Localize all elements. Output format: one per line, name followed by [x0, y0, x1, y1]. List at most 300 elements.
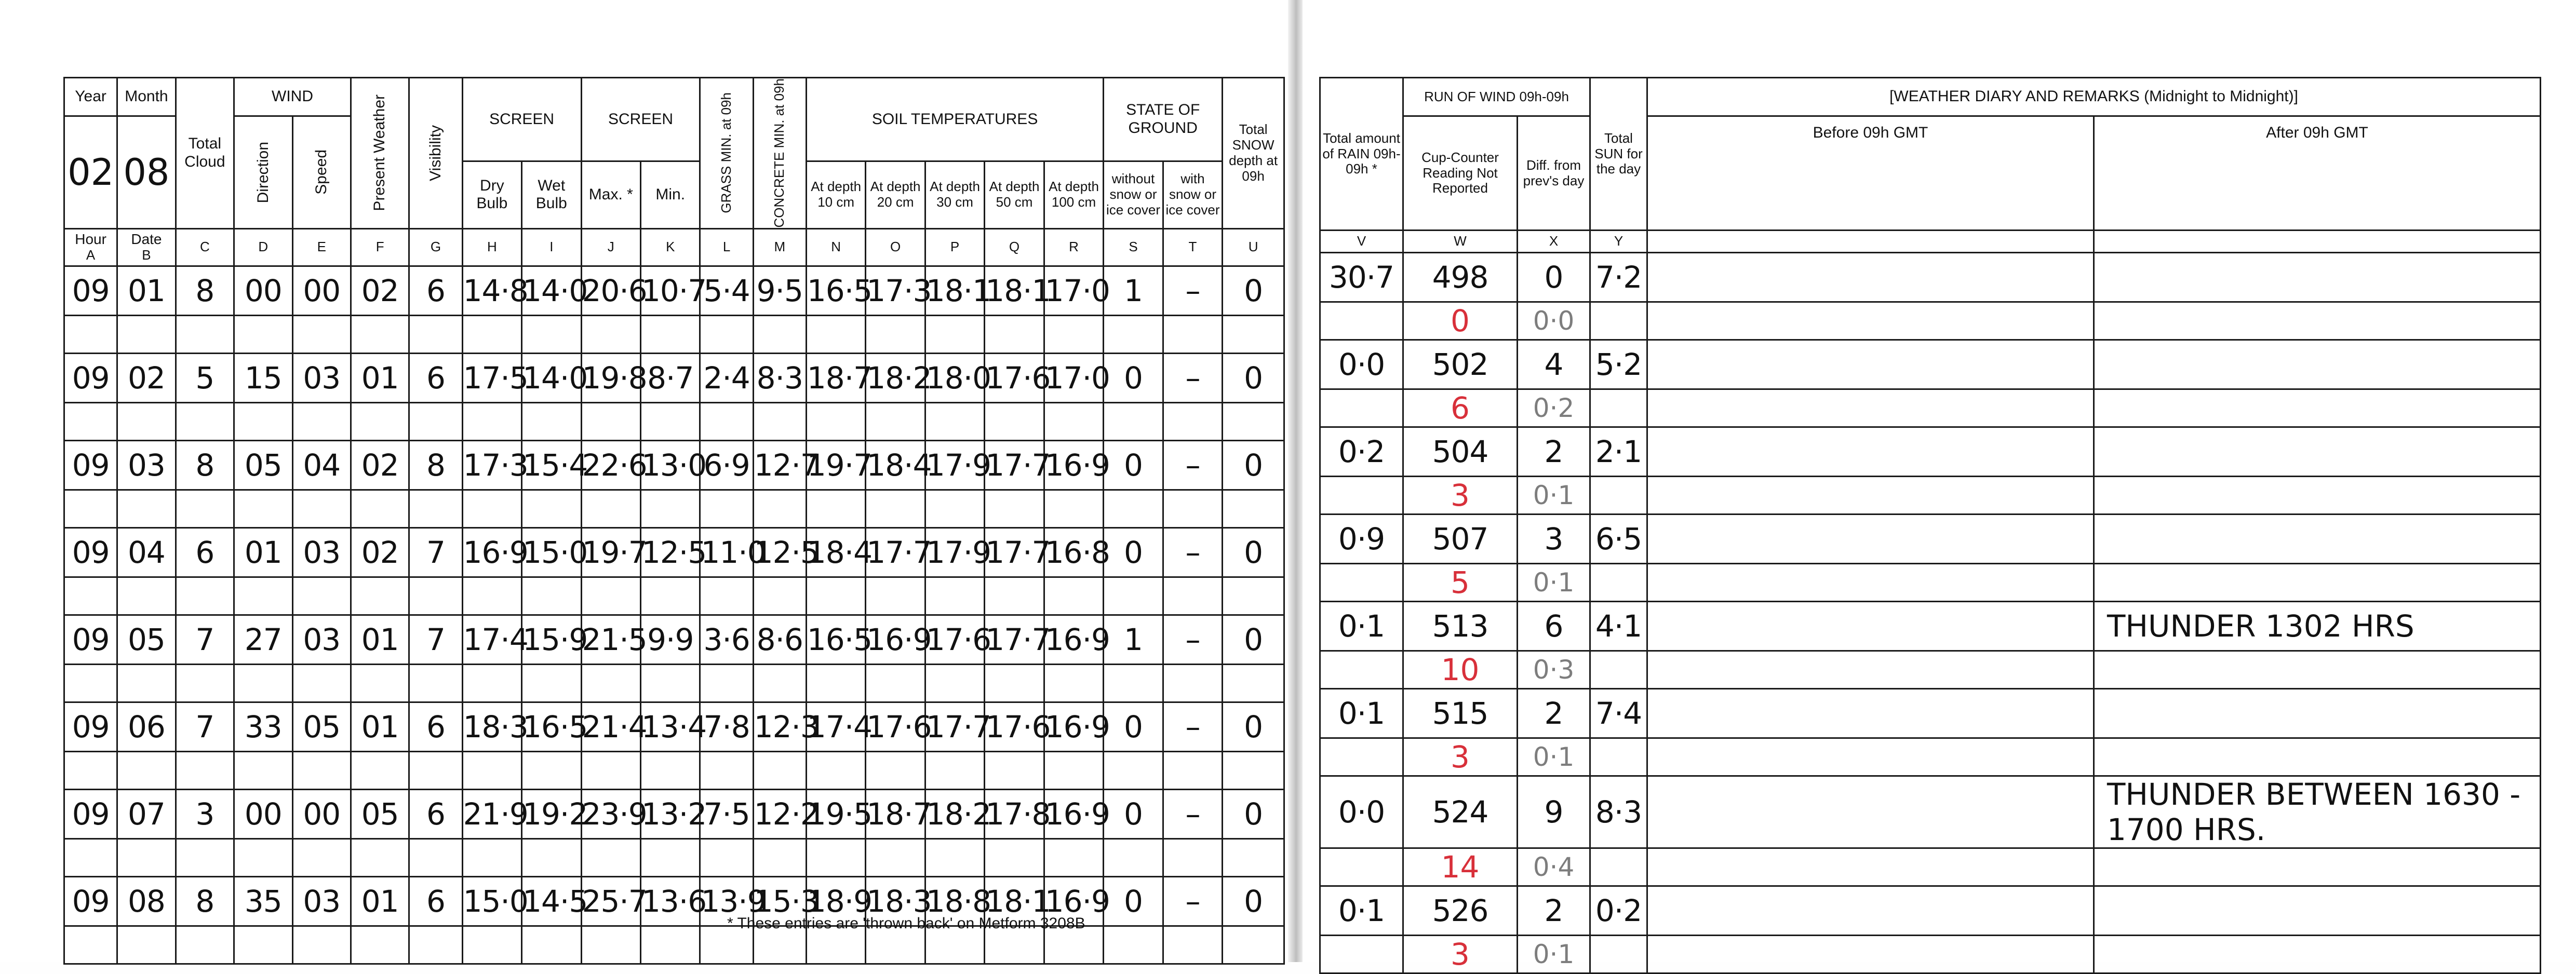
observation-row: [64, 876, 1284, 926]
column-letter-g: G: [409, 228, 462, 266]
column-letter-t: T: [1163, 228, 1222, 266]
dry-bulb-header: Dry Bulb: [462, 161, 521, 228]
observation-cell: 16·9: [1044, 876, 1103, 926]
total-sun-cell: 2·1: [1590, 427, 1647, 477]
month-value: 08: [117, 116, 176, 229]
observation-cell: 8·6: [753, 615, 806, 664]
hour-label: Hour: [75, 231, 106, 247]
observation-cell: 6: [409, 266, 462, 315]
screen-header-1: SCREEN: [462, 78, 581, 161]
wind-row: [1320, 515, 2541, 564]
observation-cell: 7·8: [700, 702, 753, 751]
column-letter-o: O: [866, 228, 925, 266]
observation-cell: 16·9: [866, 615, 925, 664]
letter-v: V: [1320, 231, 1403, 253]
total-sun-cell: 6·5: [1590, 515, 1647, 564]
observation-cell: 01: [234, 527, 292, 577]
observation-cell: 02: [351, 527, 409, 577]
column-letter-k: K: [641, 228, 700, 266]
cup-counter-cell: 526: [1403, 886, 1518, 936]
observation-cell: 2·4: [700, 353, 753, 402]
observation-cell: 18·0: [925, 353, 984, 402]
wet-bulb-header: Wet Bulb: [522, 161, 581, 228]
total-rain-cell: 0·0: [1320, 340, 1403, 389]
observation-cell: 35: [234, 876, 292, 926]
diary-before-cell: [1647, 886, 2094, 936]
observation-cell: 18·1: [985, 876, 1044, 926]
diary-after-cell: [2094, 886, 2541, 936]
spacer-row: [64, 577, 1284, 615]
wind-run-red-value: 3: [1403, 738, 1518, 776]
total-snow-header: Total SNOW depth at 09h: [1223, 78, 1284, 229]
observation-cell: 16·8: [1044, 527, 1103, 577]
observation-cell: 07: [117, 789, 176, 838]
observation-cell: 16·5: [522, 702, 581, 751]
diary-after-cell: [2094, 427, 2541, 477]
year-value: 02: [64, 116, 117, 229]
diff-cell: 6: [1518, 602, 1590, 651]
column-letter-b: [117, 228, 176, 266]
cup-counter-cell: 513: [1403, 602, 1518, 651]
spacer-row: [1320, 302, 2541, 340]
observation-cell: 01: [351, 702, 409, 751]
observation-cell: 18·1: [985, 266, 1044, 315]
observation-cell: 5: [176, 353, 234, 402]
observation-cell: 0: [1104, 876, 1163, 926]
letter-x: X: [1518, 231, 1590, 253]
column-letter-p: P: [925, 228, 984, 266]
observation-cell: 01: [351, 353, 409, 402]
observation-cell: 17·4: [462, 615, 521, 664]
wind-run-grey-value: 0·1: [1518, 738, 1590, 776]
observation-cell: 0: [1104, 353, 1163, 402]
observation-cell: –: [1163, 615, 1222, 664]
observation-cell: 6: [409, 789, 462, 838]
spacer-row: [64, 838, 1284, 876]
concrete-min-header: CONCRETE MIN. at 09h: [753, 78, 806, 229]
total-sun-cell: 8·3: [1590, 776, 1647, 848]
soil-50cm-header: At depth 50 cm: [985, 161, 1044, 228]
observation-row: [64, 266, 1284, 315]
weather-diary-header: [WEATHER DIARY AND REMARKS (Midnight to Midnight)]: [1647, 78, 2541, 116]
total-sun-cell: 4·1: [1590, 602, 1647, 651]
diff-cell: 2: [1518, 689, 1590, 738]
observation-cell: 7: [409, 527, 462, 577]
observation-cell: 17·6: [985, 702, 1044, 751]
visibility-header: Visibility: [409, 78, 462, 229]
diary-after-cell: [2094, 253, 2541, 302]
before-09h-header: Before 09h GMT: [1647, 116, 2094, 231]
observation-cell: 17·3: [462, 440, 521, 490]
diary-before-cell: [1647, 253, 2094, 302]
observation-cell: 05: [292, 702, 351, 751]
footnote: * These entries are 'thrown back' on Metform 3208B: [727, 915, 1085, 932]
observation-cell: 17·0: [1044, 266, 1103, 315]
observation-cell: 21·9: [462, 789, 521, 838]
observation-cell: 6·9: [700, 440, 753, 490]
observation-cell: 6: [176, 527, 234, 577]
observation-cell: 01: [351, 615, 409, 664]
observation-cell: 0: [1104, 702, 1163, 751]
observation-cell: 00: [234, 266, 292, 315]
observation-cell: 14·0: [522, 266, 581, 315]
grass-min-header: GRASS MIN. at 09h: [700, 78, 753, 229]
observation-cell: 9·5: [753, 266, 806, 315]
diff-cell: 2: [1518, 886, 1590, 936]
observation-cell: 0: [1223, 876, 1284, 926]
observation-cell: 18·1: [925, 266, 984, 315]
observation-cell: –: [1163, 353, 1222, 402]
column-letter-h: H: [462, 228, 521, 266]
observation-cell: 16·5: [806, 615, 865, 664]
observation-row: [64, 615, 1284, 664]
column-letter-j: J: [581, 228, 640, 266]
year-label: Year: [64, 78, 117, 116]
observation-cell: 14·0: [522, 353, 581, 402]
observation-cell: 12·5: [641, 527, 700, 577]
observation-cell: 1: [1104, 266, 1163, 315]
diff-cell: 0: [1518, 253, 1590, 302]
observation-cell: 03: [292, 876, 351, 926]
observation-cell: 23·9: [581, 789, 640, 838]
spacer-row: [1320, 389, 2541, 427]
observation-cell: 03: [117, 440, 176, 490]
observation-cell: 13·0: [641, 440, 700, 490]
spacer-row: [64, 490, 1284, 527]
column-letter-n: N: [806, 228, 865, 266]
wind-row: [1320, 886, 2541, 936]
observation-cell: 17·9: [925, 440, 984, 490]
total-rain-cell: 0·2: [1320, 427, 1403, 477]
observation-cell: 22·6: [581, 440, 640, 490]
total-rain-header: Total amount of RAIN 09h-09h *: [1320, 78, 1403, 231]
observation-cell: 9·9: [641, 615, 700, 664]
column-letter-i: I: [522, 228, 581, 266]
observation-cell: 0: [1223, 527, 1284, 577]
observation-cell: 7: [409, 615, 462, 664]
observation-cell: 18·7: [806, 353, 865, 402]
observation-cell: 14·5: [522, 876, 581, 926]
soil-100cm-header: At depth 100 cm: [1044, 161, 1103, 228]
observation-cell: 15·0: [522, 527, 581, 577]
observation-cell: 8: [176, 876, 234, 926]
observation-cell: 20·6: [581, 266, 640, 315]
observation-row: [64, 702, 1284, 751]
diff-cell: 4: [1518, 340, 1590, 389]
observation-cell: 17·8: [985, 789, 1044, 838]
state-of-ground-header: STATE OF GROUND: [1104, 78, 1223, 161]
observation-cell: 01: [351, 876, 409, 926]
cup-counter-cell: 498: [1403, 253, 1518, 302]
spacer-row: [64, 751, 1284, 789]
observation-cell: 09: [64, 615, 117, 664]
observation-cell: 01: [117, 266, 176, 315]
observation-cell: 27: [234, 615, 292, 664]
wind-row: [1320, 602, 2541, 651]
observation-cell: 02: [351, 440, 409, 490]
total-rain-cell: 0·1: [1320, 602, 1403, 651]
run-of-wind-header: RUN OF WIND 09h-09h: [1403, 78, 1590, 116]
column-letter-d: D: [234, 228, 292, 266]
column-letter-u: U: [1223, 228, 1284, 266]
observation-cell: 17·0: [1044, 353, 1103, 402]
observation-cell: 15·9: [522, 615, 581, 664]
observation-cell: 16·9: [1044, 615, 1103, 664]
observation-cell: –: [1163, 266, 1222, 315]
observation-cell: 18·7: [866, 789, 925, 838]
observation-cell: 17·7: [985, 440, 1044, 490]
spacer-row: [1320, 738, 2541, 776]
cup-counter-cell: 515: [1403, 689, 1518, 738]
total-cloud-header: Total Cloud: [176, 78, 234, 229]
observation-cell: 8·7: [641, 353, 700, 402]
observation-cell: 17·3: [866, 266, 925, 315]
diary-before-cell: [1647, 427, 2094, 477]
observation-cell: 18·2: [925, 789, 984, 838]
wind-run-red-value: 10: [1403, 651, 1518, 689]
diary-before-cell: [1647, 515, 2094, 564]
soil-10cm-header: At depth 10 cm: [806, 161, 865, 228]
observation-cell: 16·9: [1044, 440, 1103, 490]
observation-cell: 8: [176, 440, 234, 490]
diary-after-cell: THUNDER 1302 HRS: [2094, 602, 2541, 651]
wind-run-red-value: 3: [1403, 936, 1518, 973]
total-sun-header: Total SUN for the day: [1590, 78, 1647, 231]
wind-run-grey-value: 0·1: [1518, 564, 1590, 602]
observation-cell: 13·6: [641, 876, 700, 926]
observation-cell: 13·2: [641, 789, 700, 838]
observation-cell: 03: [292, 353, 351, 402]
observation-cell: 7: [176, 615, 234, 664]
total-sun-cell: 5·2: [1590, 340, 1647, 389]
observation-cell: 11·0: [700, 527, 753, 577]
column-letter-r: R: [1044, 228, 1103, 266]
column-letter-e: E: [292, 228, 351, 266]
spacer-row: [1320, 848, 2541, 886]
observation-cell: –: [1163, 789, 1222, 838]
observation-cell: 00: [292, 789, 351, 838]
observation-cell: 0: [1223, 789, 1284, 838]
observation-cell: 05: [117, 615, 176, 664]
soil-temperatures-header: SOIL TEMPERATURES: [806, 78, 1103, 161]
wind-run-red-value: 6: [1403, 389, 1518, 427]
wind-row: [1320, 689, 2541, 738]
observation-cell: 6: [409, 353, 462, 402]
diff-cell: 2: [1518, 427, 1590, 477]
screen-header-2: SCREEN: [581, 78, 700, 161]
observation-cell: 16·9: [1044, 789, 1103, 838]
ground-with-snow-header: with snow or ice cover: [1163, 161, 1222, 228]
observation-cell: 18·3: [462, 702, 521, 751]
observation-cell: 06: [117, 702, 176, 751]
observation-cell: 17·6: [925, 615, 984, 664]
observation-cell: 05: [234, 440, 292, 490]
observation-row: [64, 353, 1284, 402]
column-letter-f: F: [351, 228, 409, 266]
letter-b: B: [142, 247, 151, 263]
observation-cell: 18·3: [866, 876, 925, 926]
wind-row: [1320, 340, 2541, 389]
wind-run-grey-value: 0·0: [1518, 302, 1590, 340]
observation-cell: 18·4: [866, 440, 925, 490]
observation-cell: –: [1163, 702, 1222, 751]
observation-cell: 19·8: [581, 353, 640, 402]
observation-cell: 0: [1104, 440, 1163, 490]
observation-cell: 17·7: [925, 702, 984, 751]
observation-cell: 09: [64, 876, 117, 926]
spacer-row: [64, 315, 1284, 353]
observation-cell: 02: [117, 353, 176, 402]
min-header: Min.: [641, 161, 700, 228]
ground-without-snow-header: without snow or ice cover: [1104, 161, 1163, 228]
diary-after-cell: [2094, 515, 2541, 564]
observation-cell: 8: [409, 440, 462, 490]
observation-cell: 04: [292, 440, 351, 490]
observation-cell: 00: [292, 266, 351, 315]
observation-cell: 17·7: [866, 527, 925, 577]
book-gutter: [1288, 0, 1303, 962]
cup-counter-cell: 507: [1403, 515, 1518, 564]
observation-cell: 08: [117, 876, 176, 926]
observation-cell: 0: [1223, 702, 1284, 751]
observation-cell: 19·5: [806, 789, 865, 838]
spacer-row: [1320, 477, 2541, 515]
date-label: Date: [131, 231, 162, 247]
total-sun-cell: 7·4: [1590, 689, 1647, 738]
cup-counter-cell: 504: [1403, 427, 1518, 477]
observation-cell: 00: [234, 789, 292, 838]
observation-cell: 10·7: [641, 266, 700, 315]
diary-before-cell: [1647, 340, 2094, 389]
observation-cell: 17·7: [985, 527, 1044, 577]
observation-cell: 0: [1223, 353, 1284, 402]
observation-cell: 17·4: [806, 702, 865, 751]
observation-cell: 18·2: [866, 353, 925, 402]
observation-cell: 0: [1104, 527, 1163, 577]
observation-cell: 5·4: [700, 266, 753, 315]
observation-cell: 09: [64, 527, 117, 577]
diff-cell: 9: [1518, 776, 1590, 848]
spacer-row: [64, 926, 1284, 964]
letter-y: Y: [1590, 231, 1647, 253]
wind-run-grey-value: 0·3: [1518, 651, 1590, 689]
observation-cell: 04: [117, 527, 176, 577]
wind-direction-header: Direction: [234, 116, 292, 229]
observation-cell: 8·3: [753, 353, 806, 402]
observation-cell: 15·3: [753, 876, 806, 926]
wind-row: [1320, 253, 2541, 302]
observation-cell: 02: [351, 266, 409, 315]
wind-row: [1320, 427, 2541, 477]
observation-cell: 17·9: [925, 527, 984, 577]
observation-cell: 09: [64, 353, 117, 402]
observation-cell: 09: [64, 789, 117, 838]
wind-run-grey-value: 0·1: [1518, 477, 1590, 515]
total-rain-cell: 0·1: [1320, 886, 1403, 936]
diary-after-cell: [2094, 689, 2541, 738]
diary-after-cell: [2094, 340, 2541, 389]
observation-cell: 19·7: [806, 440, 865, 490]
observation-cell: 19·2: [522, 789, 581, 838]
wind-run-grey-value: 0·1: [1518, 936, 1590, 973]
observation-cell: 8: [176, 266, 234, 315]
observation-row: [64, 527, 1284, 577]
total-rain-cell: 0·0: [1320, 776, 1403, 848]
observation-cell: 15·4: [522, 440, 581, 490]
cup-counter-cell: 524: [1403, 776, 1518, 848]
observation-cell: 17·5: [462, 353, 521, 402]
observation-cell: 09: [64, 266, 117, 315]
observation-cell: 17·6: [866, 702, 925, 751]
diary-before-cell: [1647, 776, 2094, 848]
observation-cell: 16·9: [462, 527, 521, 577]
observation-row: [64, 440, 1284, 490]
column-letter-c: C: [176, 228, 234, 266]
total-sun-cell: 7·2: [1590, 253, 1647, 302]
observation-cell: 13·9: [700, 876, 753, 926]
observation-cell: 0: [1223, 440, 1284, 490]
observation-cell: –: [1163, 876, 1222, 926]
cup-counter-header: Cup-Counter Reading Not Reported: [1403, 116, 1518, 231]
diff-header: Diff. from prev's day: [1518, 116, 1590, 231]
observation-cell: 12·5: [753, 527, 806, 577]
observation-cell: 12·2: [753, 789, 806, 838]
soil-30cm-header: At depth 30 cm: [925, 161, 984, 228]
after-09h-header: After 09h GMT: [2094, 116, 2541, 231]
observation-cell: 12·7: [753, 440, 806, 490]
observation-cell: 18·9: [806, 876, 865, 926]
observation-cell: 3·6: [700, 615, 753, 664]
wind-speed-header: Speed: [292, 116, 351, 229]
observation-cell: 05: [351, 789, 409, 838]
soil-20cm-header: At depth 20 cm: [866, 161, 925, 228]
column-letter-s: S: [1104, 228, 1163, 266]
observation-cell: 18·4: [806, 527, 865, 577]
observation-cell: 21·4: [581, 702, 640, 751]
observation-cell: 15: [234, 353, 292, 402]
spacer-row: [64, 402, 1284, 440]
observation-row: [64, 789, 1284, 838]
observation-cell: 16·9: [1044, 702, 1103, 751]
observation-cell: –: [1163, 527, 1222, 577]
observation-cell: 17·6: [985, 353, 1044, 402]
letter-w: W: [1403, 231, 1518, 253]
wind-header: WIND: [234, 78, 351, 116]
observation-cell: 03: [292, 615, 351, 664]
wind-run-red-value: 3: [1403, 477, 1518, 515]
spacer-row: [1320, 564, 2541, 602]
observation-cell: 25·7: [581, 876, 640, 926]
wind-run-grey-value: 0·2: [1518, 389, 1590, 427]
cup-counter-cell: 502: [1403, 340, 1518, 389]
observation-cell: 13·4: [641, 702, 700, 751]
column-letter-l: L: [700, 228, 753, 266]
wind-run-red-value: 0: [1403, 302, 1518, 340]
diary-after-cell: THUNDER BETWEEN 1630 - 1700 HRS.: [2094, 776, 2541, 848]
observation-cell: 6: [409, 702, 462, 751]
observation-cell: 21·5: [581, 615, 640, 664]
observation-cell: 19·7: [581, 527, 640, 577]
observation-cell: 17·7: [985, 615, 1044, 664]
present-weather-header: Present Weather: [351, 78, 409, 229]
spacer-row: [1320, 651, 2541, 689]
diary-before-cell: [1647, 689, 2094, 738]
wind-run-red-value: 5: [1403, 564, 1518, 602]
observation-cell: 09: [64, 702, 117, 751]
letter-a: A: [86, 247, 96, 263]
total-rain-cell: 30·7: [1320, 253, 1403, 302]
total-rain-cell: 0·1: [1320, 689, 1403, 738]
